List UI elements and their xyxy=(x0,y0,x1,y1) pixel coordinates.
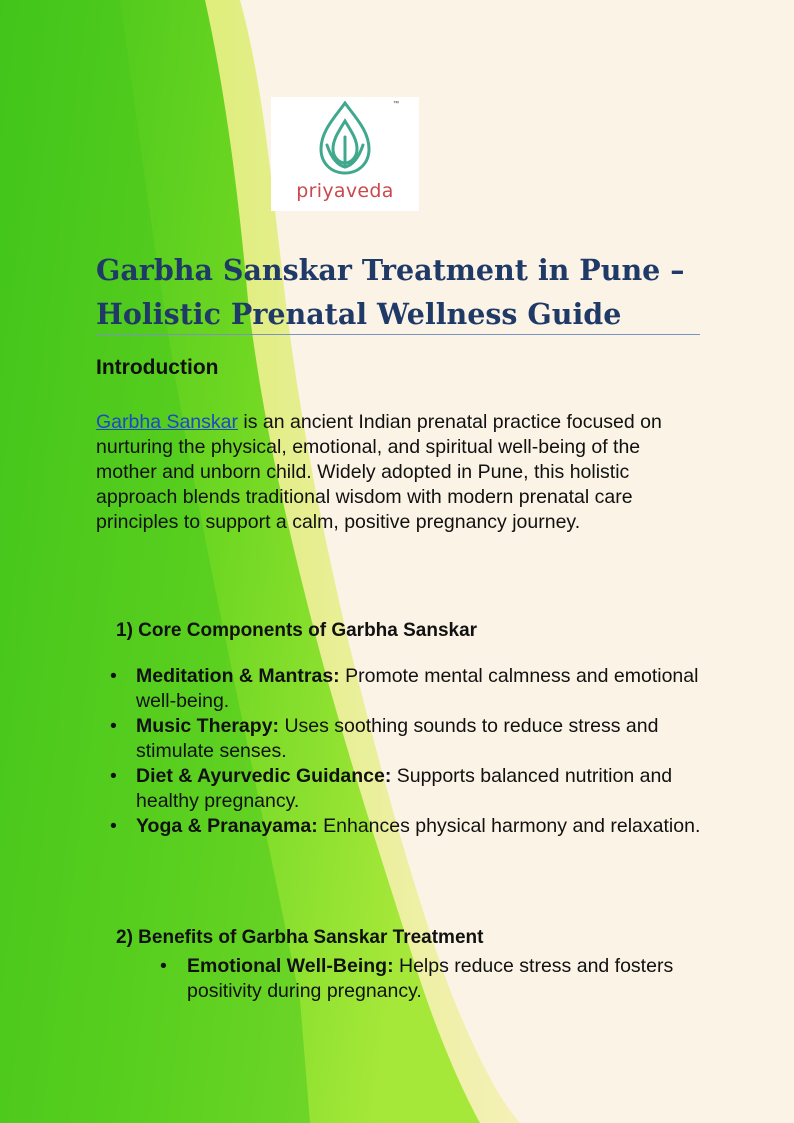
title-divider xyxy=(96,334,700,335)
item-term: Yoga & Pranayama: xyxy=(136,815,318,837)
bullet-icon: • xyxy=(160,955,167,977)
introduction-paragraph xyxy=(96,410,700,535)
list-item xyxy=(110,714,710,764)
introduction-heading: Introduction xyxy=(96,356,219,379)
list-item xyxy=(110,814,710,839)
item-term: Meditation & Mantras: xyxy=(136,665,340,687)
list-item xyxy=(110,764,710,814)
section-benefits-heading: 2) Benefits of Garbha Sanskar Treatment xyxy=(116,927,484,948)
list-item xyxy=(160,954,720,1004)
bullet-icon: • xyxy=(110,765,117,787)
item-text: Enhances physical harmony and relaxation. xyxy=(317,815,701,837)
bullet-icon: • xyxy=(110,665,117,687)
core-components-list xyxy=(110,664,710,839)
garbha-sanskar-link[interactable]: Garbha Sanskar xyxy=(96,411,238,433)
brand-name: priyaveda xyxy=(296,180,394,202)
bullet-icon: • xyxy=(110,815,117,837)
lotus-drop-icon xyxy=(311,101,379,177)
bullet-icon: • xyxy=(110,715,117,737)
benefits-list xyxy=(160,954,720,1004)
logo xyxy=(271,97,419,211)
item-term: Diet & Ayurvedic Guidance: xyxy=(136,765,392,787)
item-text: Supports balanced nutrition and healthy pregnancy. xyxy=(136,765,673,812)
item-text: Helps reduce stress and fosters positivity during pregnancy. xyxy=(187,955,674,1002)
item-text: Uses soothing sounds to reduce stress and stimulate senses. xyxy=(136,715,659,762)
item-text: Promote mental calmness and emotional well-being. xyxy=(136,665,699,712)
section-core-components-heading: 1) Core Components of Garbha Sanskar xyxy=(116,620,478,641)
item-term: Emotional Well-Being: xyxy=(187,955,394,977)
list-item xyxy=(110,664,710,714)
page-title: Garbha Sanskar Treatment in Pune – Holistic Prenatal Wellness Guide xyxy=(96,253,685,331)
introduction-text: is an ancient Indian prenatal practice focused on nurturing the physical, emotional, and spiritual well-being of the mother and unborn child. Widely adopted in Pune, this holistic approach blends traditional wisdom with modern prenatal care principles to support a calm, positive pregnancy journey. xyxy=(96,411,662,533)
item-term: Music Therapy: xyxy=(136,715,280,737)
trademark-symbol: ™ xyxy=(393,101,399,107)
